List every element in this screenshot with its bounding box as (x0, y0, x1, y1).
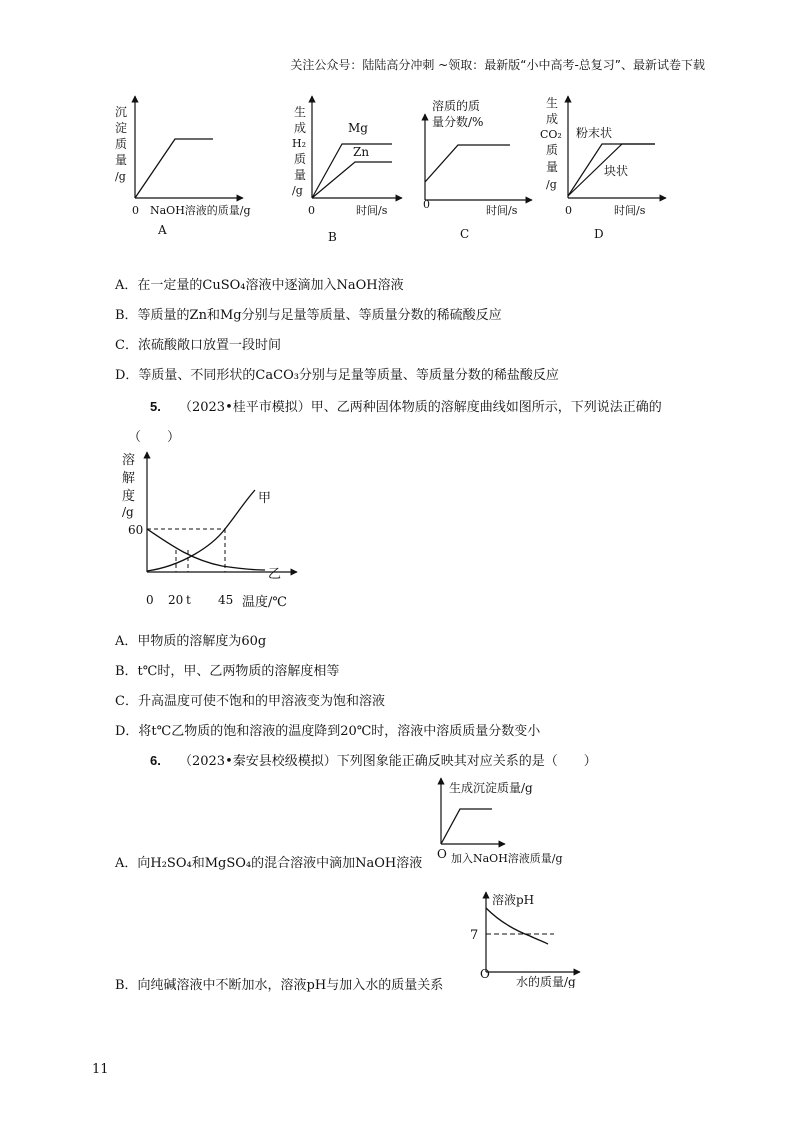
chart-a-ylabel-5: /g (115, 170, 126, 183)
chart-c-ylabel-1: 溶质的质 (432, 99, 481, 113)
q6-number: 6. (150, 753, 161, 768)
chart-d-ylabel-2: 成 (546, 112, 559, 126)
chart-a-xlabel: NaOH溶液的质量/g (150, 204, 251, 217)
q5-ylabel-4: /g (122, 505, 134, 519)
q5-xlabel: 温度/℃ (242, 595, 287, 610)
chart-a-ylabel-1: 沉 (115, 105, 128, 119)
q6-stem (150, 750, 597, 769)
chart-b-origin: 0 (308, 204, 315, 217)
q5-number: 5. (150, 399, 161, 414)
q6a-origin: O (437, 847, 447, 861)
q4-option-b: B．等质量的Zn和Mg分别与足量等质量、等质量分数的稀硫酸反应 (115, 308, 502, 323)
chart-b-series1-label: Mg (348, 121, 368, 135)
chart-d-ylabel-5: 量 (546, 160, 559, 174)
chart-b-series-zn (312, 162, 392, 198)
q6b-curve (486, 908, 548, 944)
chart-d-series1-label: 粉末状 (576, 126, 613, 140)
chart-c (423, 98, 532, 241)
q5-curve-jia (147, 490, 255, 571)
chart-c-ylabel-2: 量分数/% (432, 115, 484, 129)
q6-chart-a (425, 772, 605, 872)
q5-curve-yi (147, 529, 265, 570)
q6b-xlabel: 水的质量/g (516, 975, 576, 988)
chart-d-caption: D (594, 227, 604, 241)
q5-solubility-chart (112, 446, 312, 618)
chart-a (115, 96, 251, 237)
chart-b-caption: B (328, 230, 337, 244)
q5-label-yi: 乙 (268, 567, 282, 582)
chart-b-ylabel-4: 质 (294, 152, 307, 166)
chart-b-ylabel-5: 量 (294, 168, 307, 182)
page-number: 11 (92, 1062, 109, 1077)
chart-b-ylabel-2: 成 (294, 121, 307, 135)
q6-option-a: A．向H₂SO₄和MgSO₄的混合溶液中滴加NaOH溶液 (115, 856, 423, 871)
chart-d-ylabel-4: 质 (546, 143, 559, 157)
chart-c-xlabel: 时间/s (486, 204, 518, 217)
q6b-tick-7: 7 (470, 928, 479, 943)
chart-b-series-mg (312, 144, 392, 198)
chart-d-origin: 0 (565, 204, 572, 217)
q5-option-c: C．升高温度可使不饱和的甲溶液变为饱和溶液 (115, 694, 385, 709)
q6b-origin: O (480, 967, 490, 981)
chart-d-xlabel: 时间/s (614, 204, 646, 217)
chart-b-ylabel-3: H₂ (292, 137, 307, 150)
chart-d-ylabel-3: CO₂ (540, 128, 562, 141)
chart-c-caption: C (460, 227, 470, 241)
q6a-xlabel: 加入NaOH溶液质量/g (451, 852, 563, 865)
q6a-ylabel: 生成沉淀质量/g (449, 781, 533, 795)
chart-c-origin: 0 (423, 198, 430, 211)
q4-option-a: A．在一定量的CuSO₄溶液中逐滴加入NaOH溶液 (115, 278, 404, 293)
page-header: 关注公众号：陆陆高分冲刺 ~领取：最新版“小中高考-总复习”、最新试卷下载 (290, 58, 705, 72)
chart-d-ylabel-1: 生 (546, 96, 559, 110)
q5-tick-45: 45 (218, 593, 234, 607)
q5-origin: 0 (146, 593, 154, 607)
q4-option-c: C．浓硫酸敞口放置一段时间 (115, 338, 281, 353)
chart-b-ylabel-1: 生 (294, 105, 307, 119)
q5-tick-20: 20 (168, 593, 184, 607)
chart-a-caption: A (158, 223, 167, 237)
q6a-curve (441, 809, 492, 844)
q5-ylabel-1: 溶 (122, 453, 136, 468)
q5-option-b: B．t℃时，甲、乙两物质的溶解度相等 (115, 664, 340, 679)
q5-label-jia: 甲 (258, 491, 272, 506)
q5-option-a: A．甲物质的溶解度为60g (115, 634, 267, 649)
figure-row (110, 92, 690, 247)
q5-option-d: D．将t℃乙物质的饱和溶液的温度降到20℃时，溶液中溶质质量分数变小 (115, 724, 541, 739)
chart-a-origin: 0 (132, 204, 139, 217)
q5-paren: （ ） (128, 430, 181, 445)
q6-option-b: B．向纯碱溶液中不断加水，溶液pH与加入水的质量关系 (115, 978, 444, 993)
chart-a-curve (135, 139, 213, 198)
q5-ylabel-3: 度 (122, 489, 136, 504)
chart-d-ylabel-6: /g (546, 178, 557, 191)
chart-a-ylabel-2: 淀 (115, 121, 128, 135)
chart-a-ylabel-3: 质 (115, 137, 128, 151)
chart-b (292, 96, 402, 244)
q6-stem-text: （2023•秦安县校级模拟）下列图象能正确反映其对应关系的是（ ） (178, 754, 597, 769)
q6b-ylabel: 溶液pH (492, 893, 535, 907)
chart-d (540, 95, 666, 241)
chart-b-xlabel: 时间/s (356, 204, 388, 217)
q5-tick-60: 60 (128, 523, 144, 537)
q5-ylabel-2: 解 (122, 471, 136, 486)
chart-d-series2-label: 块状 (604, 164, 629, 178)
q4-option-d: D．等质量、不同形状的CaCO₃分别与足量等质量、等质量分数的稀盐酸反应 (115, 368, 559, 383)
chart-a-ylabel-4: 量 (115, 153, 128, 167)
chart-b-series2-label: Zn (353, 145, 370, 159)
q5-tick-t: t (186, 593, 191, 607)
q6-chart-b (462, 888, 602, 988)
chart-c-curve (425, 145, 510, 182)
q5-stem (150, 396, 662, 415)
chart-b-ylabel-6: /g (292, 184, 303, 197)
q5-stem-text: （2023•桂平市模拟）甲、乙两种固体物质的溶解度曲线如图所示，下列说法正确的 (178, 400, 662, 415)
